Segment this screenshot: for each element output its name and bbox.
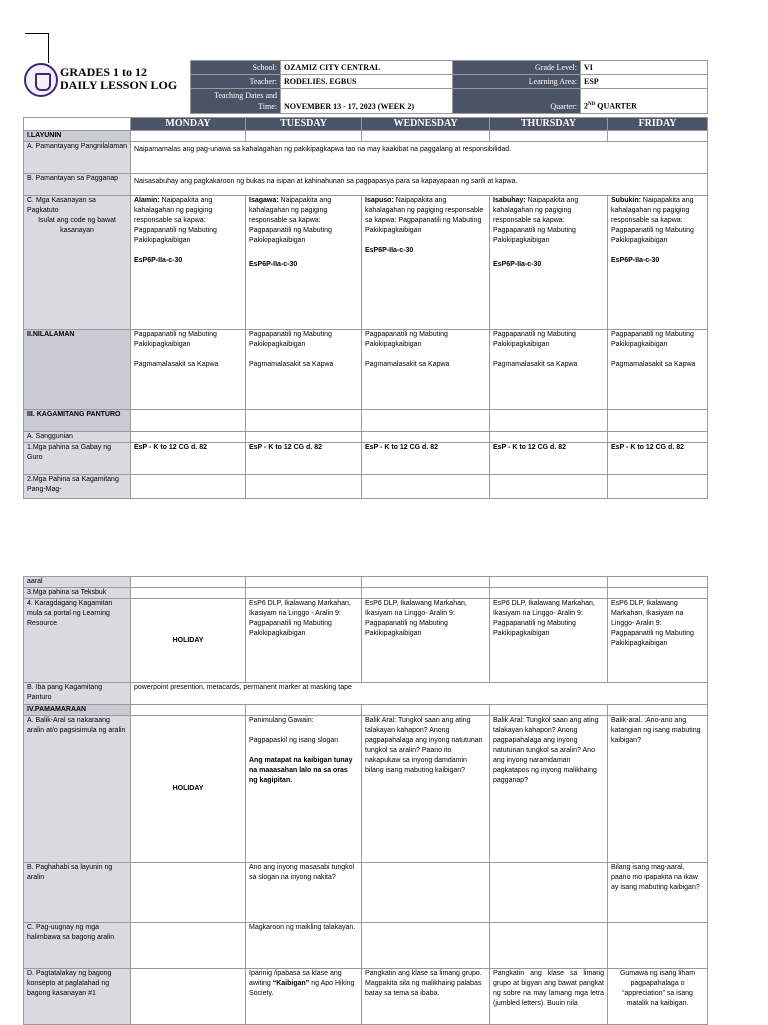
row-label-karagdagang: 4. Karagdagang Kagamitan mula sa portal ng Learning Resource [24,599,131,683]
quarter-word: QUARTER [595,102,637,111]
row-label-iba-pang: B. Iba pang Kagamitang Panturo [24,683,131,705]
header-table [190,60,708,114]
karagdagang-friday: EsP6 DLP, Ikalawang Markahan, Ikasiyam na Linggo- Aralin 9: Pagpapanatili ng Mabuting Pakikipagkaibigan [608,599,708,683]
nilalaman-thursday: Pagpapanatili ng Mabuting Pakikipagkaibigan Pagmamalasakit sa Kapwa [490,330,608,410]
panimulang-gawain: Panimulang Gawain: [249,717,314,724]
kasanayan-text: Naipapakita ang kahalagahan ng pagiging responsable sa kapwa: Pagpapanatili ng Mabuting Pakikipagkaibigan [365,197,484,234]
balik-aral-tuesday [246,716,362,863]
iba-pang-text: powerpoint presention, metacards, permanent marker at masking tape [131,683,708,705]
teacher-label: Teacher: [191,75,281,89]
pamantayang-pangnilalaman-text: Naipamamalas ang pag-unawa sa kahalagahan ng pakikipagkapwa tao na may kaakibat na paggalang at responsibilidad. [131,142,708,174]
gabay-thursday: EsP - K to 12 CG d. 82 [490,443,608,475]
learning-area-value: ESP [581,75,708,89]
dates-label-line1: Teaching Dates and [214,91,277,100]
row-label-kagamitang-page1: 2.Mga Pahina sa Kagamitang Pang-Mag- [24,475,131,499]
row-label-balik-aral: A. Balik-Aral sa nakaraang aralin at/o pagsisimula ng aralin [24,716,131,863]
lesson-table-page2 [23,576,708,1025]
pagtatalakay-friday: Gumawa ng isang liham pagpapahalaga o “appreciation” sa isang matalik na kaibigan. [608,969,708,1025]
slogan-text: Ang matapat na kaibigan tunay na maaasahan lalo na sa oras ng kagipitan. [249,757,353,784]
row-label-pag-uugnay: C. Pag-uugnay ng mga halimbawa sa bagong aralin [24,923,131,969]
kasanayan-sublabel: Isulat ang code ng bawat kasanayan [38,217,116,234]
holiday-monday: HOLIDAY [131,716,246,863]
kasanayan-text: Naipapakita ang kahalagahan ng pagiging responsable sa kapwa: Pagpapanatili ng Mabuting Pakikipagkaibigan [611,197,694,244]
row-label-gabay: 1.Mga pahina sa Gabay ng Guro [24,443,131,475]
pagtatalakay-tuesday: Iparinig /ipabasa sa klase ang awiting “Kaibigan” ng Apo Hiking Society. [246,969,362,1025]
doc-title: GRADES 1 to 12 [60,65,148,79]
quarter-label: Quarter: [453,89,581,114]
kasanayan-wednesday [362,196,490,330]
section-kagamitang-panturo: III. KAGAMITANG PANTURO [24,410,131,432]
kasanayan-label: C. Mga Kasanayan sa Pagkatuto [27,197,96,214]
kasanayan-lead: Isagawa: [249,197,279,204]
nilalaman-tuesday: Pagpapanatili ng Mabuting Pakikipagkaibigan Pagmamalasakit sa Kapwa [246,330,362,410]
gabay-tuesday: EsP - K to 12 CG d. 82 [246,443,362,475]
balik-aral-wednesday: Balik Aral: Tungkol saan ang ating talakayan kahapon? Anong pagpapahalaga ang inyong natutunan tungkol sa aralin? Paano ito nakapukaw sa inyong damdamin bilang isang mabuting kaibigan? [362,716,490,863]
slogan-instruction: Pagpapaskil ng isang slogan [249,737,339,744]
quarter-number: 2 [584,102,588,111]
row-label-kasanayan [24,196,131,330]
school-label: School: [191,61,281,75]
day-thursday: THURSDAY [490,118,608,131]
kasanayan-lead: Alamin: [134,197,160,204]
karagdagang-thursday: EsP6 DLP, Ikalawang Markahan, Ikasiyam na Linggo- Aralin 9: Pagpapanatili ng Mabuting Pakikipagkaibigan [490,599,608,683]
deped-seal-icon [24,63,58,97]
pag-uugnay-tuesday: Magkaroon ng maikling talakayan. [246,923,362,969]
lesson-table-page1 [23,117,708,499]
corner-mark [25,33,49,34]
day-wednesday: WEDNESDAY [362,118,490,131]
balik-aral-thursday: Balik Aral: Tungkol saan ang ating talakayan kahapon? Anong pagpapahalaga ang inyong natutunan tungkol sa aralin? Ano ang inyong naramdaman pagkatapos ng inyong malikhaing pagganap? [490,716,608,863]
row-label-pamantayang-pangnilalaman: A. Pamantayang Pangnilalaman [24,142,131,174]
grade-level-value: VI [581,61,708,75]
doc-subtitle: DAILY LESSON LOG [60,78,178,92]
school-value: OZAMIZ CITY CENTRAL [281,61,453,75]
gabay-monday: EsP - K to 12 CG d. 82 [131,443,246,475]
kasanayan-monday [131,196,246,330]
row-label-teksbuk: 3.Mga pahina sa Teksbuk [24,588,131,599]
pagtatalakay-thursday: Pangkatin ang klase sa limang grupo at bigyan ang bawat pangkat ng sobre na may lamang mga letra (jumbled letters). Buuin nila [490,969,608,1025]
dates-value: NOVEMBER 13 - 17, 2023 (WEEK 2) [281,89,453,114]
quarter-suffix: ND [588,102,596,108]
row-label-pagtatalakay: D. Pagtatalakay ng bagong konsepto at paglalahad ng bagong kasanayan #1 [24,969,131,1025]
corner-mark [48,33,49,63]
dates-label [191,89,281,114]
nilalaman-wednesday: Pagpapanatili ng Mabuting Pakikipagkaibigan Pagmamalasakit sa Kapwa [362,330,490,410]
kasanayan-friday [608,196,708,330]
section-nilalaman: II.NILALAMAN [24,330,131,410]
holiday-monday: HOLIDAY [131,599,246,683]
row-label-paghahabi: B. Paghahabi sa layunin ng aralin [24,863,131,923]
nilalaman-friday: Pagpapanatili ng Mabuting Pakikipagkaibigan Pagmamalasakit sa Kapwa [608,330,708,410]
day-friday: FRIDAY [608,118,708,131]
row-label-kagamitang-page2: aaral [24,577,131,588]
section-pamamaraan: IV.PAMAMARAAN [24,705,131,716]
kasanayan-text: Naipapakita ang kahalagahan ng pagiging responsable sa kapwa: Pagpapanatili ng Mabuting Pakikipagkaibigan [249,197,332,244]
kasanayan-thursday [490,196,608,330]
section-layunin: I.LAYUNIN [24,131,131,142]
kasanayan-code: EsP6P-IIa-c-30 [611,257,660,264]
gabay-wednesday: EsP - K to 12 CG d. 82 [362,443,490,475]
row-label-pamantayan-sa-pagganap: B. Pamantayan sa Pagganap [24,174,131,196]
karagdagang-tuesday: EsP6 DLP, Ikalawang Markahan, Ikasiyam na Linggo - Aralin 9: Pagpapanatili ng Mabuting Pakikipagkaibigan [246,599,362,683]
nilalaman-monday: Pagpapanatili ng Mabuting Pakikipagkaibigan Pagmamalasakit sa Kapwa [131,330,246,410]
kasanayan-lead: Subukin: [611,197,641,204]
days-header-row [24,118,708,131]
kasanayan-lead: Isapuso: [365,197,394,204]
dates-label-line2: Time: [258,102,277,111]
grade-level-label: Grade Level: [453,61,581,75]
kasanayan-code: EsP6P-IIa-c-30 [493,261,542,268]
kasanayan-text: Naipapakita ang kahalagahan ng pagiging responsable sa kapwa: Pagpapanatili ng Mabuting Pakikipagkaibigan [134,197,217,244]
pagtatalakay-wednesday: Pangkatin ang klase sa limang grupo. Magpakita sila ng malikhaing palabas batay sa tema sa ibaba. [362,969,490,1025]
kasanayan-lead: Isabuhay: [493,197,526,204]
pamantayan-sa-pagganap-text: Naisasabuhay ang pagkakaroon ng bukas na isipan at kahinahunan sa pagpapasya para sa kapayapaan ng sarili at kapwa. [131,174,708,196]
paghahabi-tuesday: Ano ang inyong masasabi tungkol sa slogan na inyong nakita? [246,863,362,923]
learning-area-label: Learning Area: [453,75,581,89]
gabay-friday: EsP - K to 12 CG d. 82 [608,443,708,475]
paghahabi-friday: Bilang isang mag-aaral, paano mo ipapakita na ikaw ay isang mabuting kaibigan? [608,863,708,923]
kasanayan-code: EsP6P-IIa-c-30 [365,247,414,254]
quarter-value [581,89,708,114]
kasanayan-text: Naipapakita ang kahalagahan ng pagiging responsable sa kapwa: Pagpapanatili ng Mabuting Pakikipagkaibigan [493,197,579,244]
kasanayan-tuesday [246,196,362,330]
day-monday: MONDAY [131,118,246,131]
kasanayan-code: EsP6P-IIa-c-30 [249,261,298,268]
teacher-value: RODELIES. EGBUS [281,75,453,89]
karagdagang-wednesday: EsP6 DLP, Ikalawang Markahan, Ikasiyam na Linggo- Aralin 9: Pagpapanatili ng Mabuting Pakikipagkaibigan [362,599,490,683]
row-label-sanggunian: A. Sanggunian [24,432,131,443]
kasanayan-code: EsP6P-IIa-c-30 [134,257,183,264]
balik-aral-friday: Balik-aral. :Ano-ano ang katangian ng isang mabuting kaibigan? [608,716,708,863]
day-tuesday: TUESDAY [246,118,362,131]
